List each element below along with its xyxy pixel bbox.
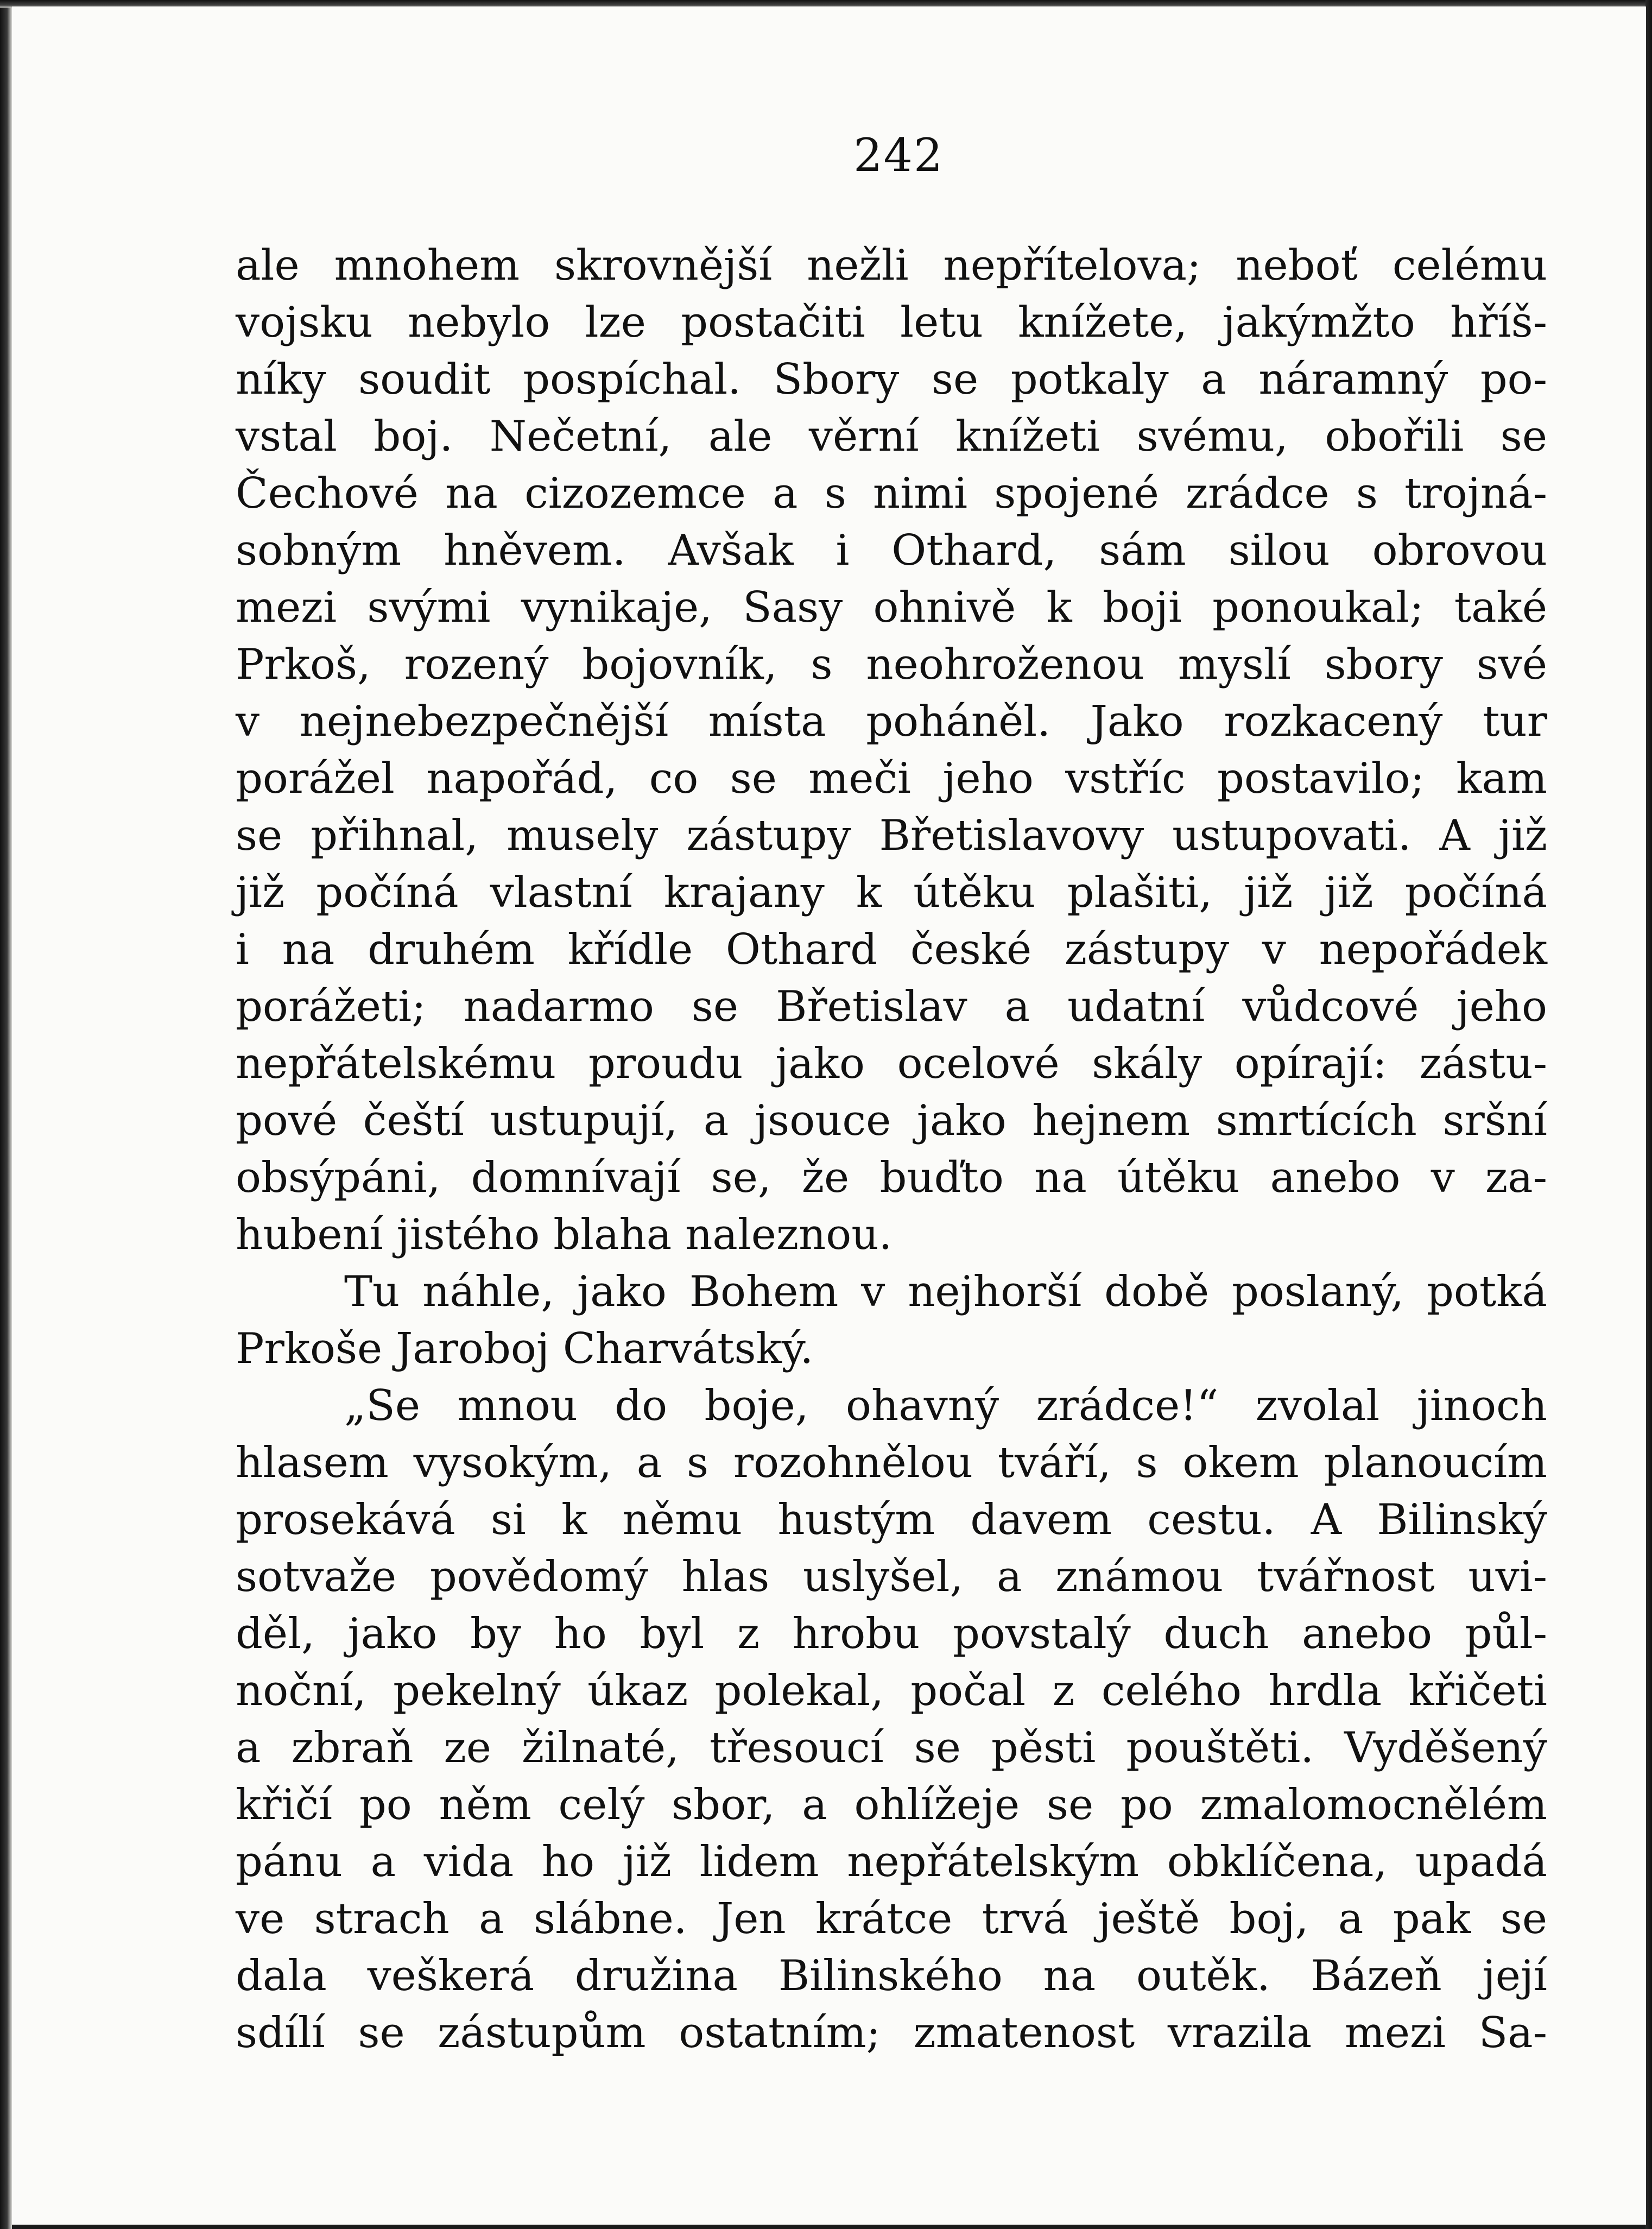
- text-line: noční, pekelný úkaz polekal, počal z celého hrdla křičeti: [236, 1666, 1547, 1715]
- text-line: pové čeští ustupují, a jsouce jako hejnem smrtících sršní: [236, 1096, 1547, 1145]
- text-line: vojsku nebylo lze postačiti letu knížete, jakýmžto hříš-: [236, 298, 1547, 347]
- text-line: sotvaže povědomý hlas uslyšel, a známou tvářnost uvi-: [236, 1552, 1547, 1601]
- text-line: nepřátelskému proudu jako ocelové skály opírají: zástu-: [236, 1039, 1547, 1088]
- text-line: pánu a vida ho již lidem nepřátelským obklíčena, upadá: [236, 1837, 1547, 1886]
- text-line: i na druhém křídle Othard české zástupy v nepořádek: [236, 925, 1547, 974]
- text-line-paragraph-start: „Se mnou do boje, ohavný zrádce!“ zvolal jinoch: [344, 1381, 1547, 1430]
- scan-edge-left: [0, 0, 12, 2229]
- text-line: a zbraň ze žilnaté, třesoucí se pěsti pouštěti. Vyděšený: [236, 1723, 1547, 1772]
- text-line: Prkoš, rozený bojovník, s neohroženou myslí sbory své: [236, 640, 1547, 689]
- text-line: obsýpáni, domnívají se, že buďto na útěku anebo v za-: [236, 1153, 1547, 1202]
- text-line-paragraph-end: Prkoše Jaroboj Charvátský.: [236, 1324, 814, 1373]
- text-line: níky soudit pospíchal. Sbory se potkaly a náramný po-: [236, 355, 1547, 404]
- text-line-paragraph-start: Tu náhle, jako Bohem v nejhorší době poslaný, potká: [344, 1267, 1547, 1316]
- text-line: Čechové na cizozemce a s nimi spojené zrádce s trojná-: [236, 469, 1547, 518]
- text-line: křičí po něm celý sbor, a ohlížeje se po zmalomocnělém: [236, 1780, 1547, 1829]
- text-line: porážeti; nadarmo se Břetislav a udatní vůdcové jeho: [236, 982, 1547, 1031]
- text-line: dala veškerá družina Bilinského na outěk. Bázeň její: [236, 1952, 1547, 2000]
- text-line: děl, jako by ho byl z hrobu povstalý duch anebo půl-: [236, 1609, 1547, 1658]
- text-line: hlasem vysokým, a s rozohnělou tváří, s okem planoucím: [236, 1438, 1547, 1487]
- scan-edge-right: [1645, 0, 1652, 2229]
- text-line: sdílí se zástupům ostatním; zmatenost vrazila mezi Sa-: [236, 2009, 1547, 2057]
- body-text: [236, 237, 1547, 2062]
- text-line-paragraph-end: hubení jistého blaha naleznou.: [236, 1210, 893, 1259]
- text-line: mezi svými vynikaje, Sasy ohnivě k boji ponoukal; také: [236, 583, 1547, 632]
- text-line: již počíná vlastní krajany k útěku plašiti, již již počíná: [236, 868, 1547, 917]
- text-line: ale mnohem skrovnější nežli nepřítelova; neboť celému: [236, 241, 1547, 290]
- text-line: porážel napořád, co se meči jeho vstříc postavilo; kam: [236, 754, 1547, 803]
- text-line: v nejnebezpečnější místa poháněl. Jako rozkacený tur: [236, 697, 1547, 746]
- text-line: vstal boj. Nečetní, ale věrní knížeti svému, obořili se: [236, 412, 1547, 461]
- text-line: sobným hněvem. Avšak i Othard, sám silou obrovou: [236, 526, 1547, 575]
- page-number: 242: [853, 129, 944, 182]
- text-line: se přihnal, musely zástupy Břetislavovy ustupovati. A již: [236, 811, 1547, 860]
- book-page: [12, 7, 1646, 2225]
- text-line: ve strach a slábne. Jen krátce trvá ještě boj, a pak se: [236, 1895, 1547, 1943]
- text-line: prosekává si k němu hustým davem cestu. A Bilinský: [236, 1495, 1547, 1544]
